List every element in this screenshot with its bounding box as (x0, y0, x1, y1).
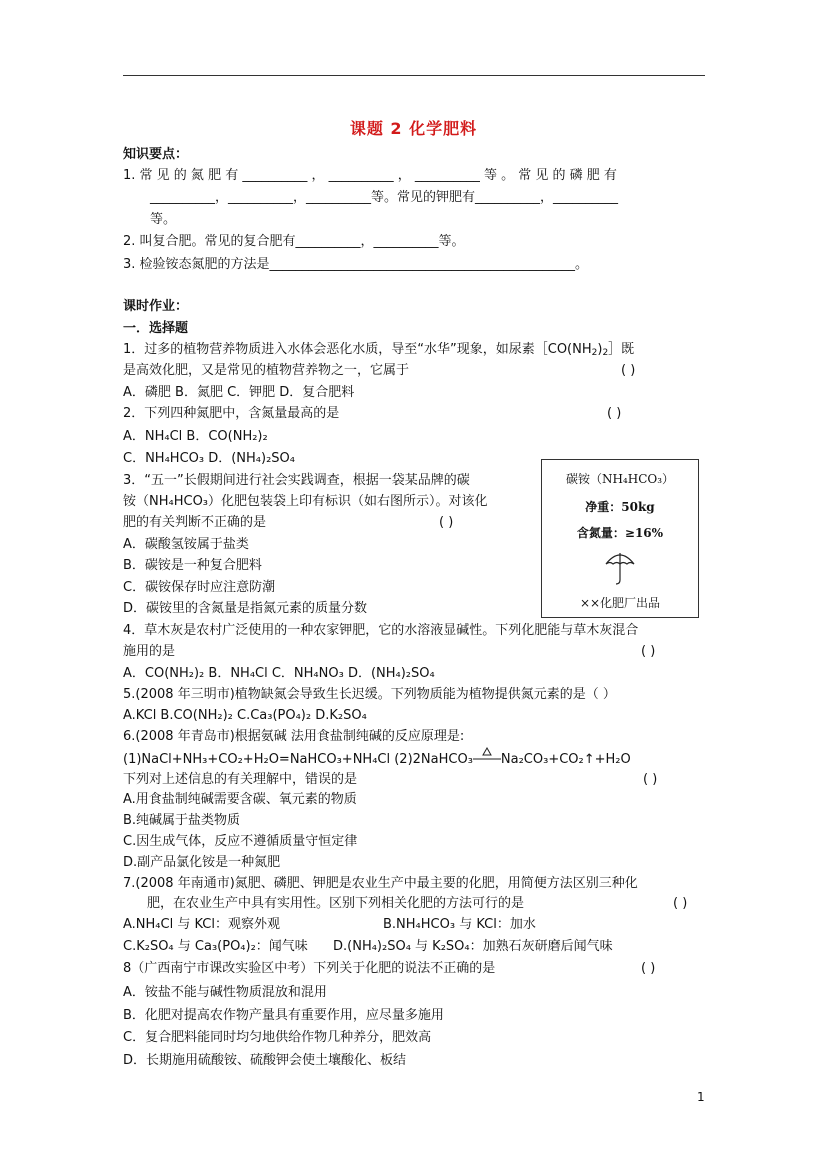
question-8-option-c: C．复合肥料能同时均匀地供给作物几种养分，肥效高 (123, 1030, 432, 1045)
label-net-weight: 净重：50kg (585, 500, 655, 514)
question-1-line1: 1．过多的植物营养物质进入水体会恶化水质，导至“水华”现象，如尿素$[CO(NH_2)_2]$既 (123, 342, 635, 358)
question-3-option-c: C．碳铵保存时应注意防潮 (123, 580, 276, 595)
question-6-option-c: C.因生成气体，反应不遵循质量守恒定律 (123, 834, 358, 849)
question-2: 2．下列四种氮肥中，含氮量最高的是 (123, 406, 340, 421)
answer-paren: ( ) (641, 644, 656, 659)
section-heading-choice: 一．选择题 (123, 321, 189, 336)
label-product-name: 碳铵（NH₄HCO₃） (565, 472, 675, 486)
heat-arrow-icon (473, 753, 501, 767)
answer-paren: ( ) (621, 363, 636, 378)
label-nitrogen-content: 含氮量：≥16% (576, 526, 664, 540)
question-5: 5.(2008 年三明市)植物缺氮会导致生长迟缓。下列物质能为植物提供氮元素的是（ ） (123, 687, 616, 702)
answer-paren: ( ) (643, 772, 658, 787)
question-7-option-b: B.NH₄HCO₃ 与 KCl：加水 (383, 917, 536, 932)
header-rule (123, 75, 705, 76)
knowledge-item-1: 1. 常 见 的 氮 肥 有 __________ ， __________ ， __________ 等 。 常 见 的 磷 肥 有 (123, 168, 617, 183)
question-1-options: A．磷肥 B．氮肥 C．钾肥 D．复合肥料 (123, 385, 355, 400)
question-8: 8（广西南宁市课改实验区中考）下列关于化肥的说法不正确的是 (123, 961, 496, 976)
question-8-option-d: D．长期施用硫酸铵、硫酸钾会使土壤酸化、板结 (123, 1053, 407, 1068)
knowledge-item-1-cont: __________，__________，__________等。常见的钾肥有__________，__________ (150, 190, 619, 205)
question-3-option-a: A．碳酸氢铵属于盐类 (123, 537, 249, 552)
question-7-line1: 7.(2008 年南通市)氮肥、磷肥、钾肥是农业生产中最主要的化肥，用简便方法区别三种化 (123, 876, 638, 891)
question-2-options-1: A．NH₄Cl B．CO(NH₂)₂ (123, 429, 268, 444)
question-5-options: A.KCl B.CO(NH₂)₂ C.Ca₃(PO₄)₂ D.K₂SO₄ (123, 708, 367, 723)
label-manufacturer: ××化肥厂出品 (579, 596, 661, 610)
answer-paren: ( ) (641, 961, 656, 976)
knowledge-item-2: 2. 叫复合肥。常见的复合肥有__________，__________等。 (123, 234, 465, 249)
question-6-option-d: D.副产品氯化铵是一种氮肥 (123, 855, 281, 870)
question-7-line2: 肥，在农业生产中具有实用性。区别下列相关化肥的方法可行的是 (147, 896, 525, 911)
question-6-equation: (1)NaCl+NH₃+CO₂+H₂O=NaHCO₃+NH₄Cl (2)2NaHCO₃ Na₂CO₃+CO₂↑+H₂O (123, 751, 631, 769)
question-4-line2: 施用的是 (123, 644, 176, 659)
question-6: 6.(2008 年青岛市)根据氨碱 法用食盐制纯碱的反应原理是: (123, 729, 465, 744)
umbrella-icon (604, 550, 636, 586)
question-6-prompt: 下列对上述信息的有关理解中，错误的是 (123, 772, 358, 787)
section-heading-knowledge: 知识要点： (123, 147, 189, 162)
question-4-options: A．CO(NH₂)₂ B．NH₄Cl C．NH₄NO₃ D．(NH₄)₂SO₄ (123, 666, 435, 681)
question-3-line1: 3．“五一”长假期间进行社会实践调查，根据一袋某品牌的碳 (123, 473, 470, 488)
question-7-option-c: C.K₂SO₄ 与 Ca₃(PO₄)₂：闻气味 (123, 939, 308, 954)
question-3-line3: 肥的有关判断不正确的是 (123, 515, 267, 530)
question-2-options-2: C．NH₄HCO₃ D．(NH₄)₂SO₄ (123, 451, 295, 466)
fertilizer-label-image (541, 459, 699, 618)
question-3-option-b: B．碳铵是一种复合肥料 (123, 558, 262, 573)
answer-paren: ( ) (673, 896, 688, 911)
question-6-option-a: A.用食盐制纯碱需要含碳、氧元素的物质 (123, 792, 357, 807)
knowledge-item-1-cont2: 等。 (150, 212, 177, 227)
page-number: 1 (697, 1090, 705, 1104)
question-7-option-a: A.NH₄Cl 与 KCl：观察外观 (123, 917, 280, 932)
knowledge-item-3: 3. 检验铵态氮肥的方法是_______________________________________________。 (123, 257, 589, 272)
question-6-option-b: B.纯碱属于盐类物质 (123, 813, 241, 828)
question-3-line2: 铵（NH₄HCO₃）化肥包装袋上印有标识（如右图所示）。对该化 (123, 494, 488, 509)
question-8-option-a: A．铵盐不能与碱性物质混放和混用 (123, 985, 327, 1000)
question-1-line2: 是高效化肥，又是常见的植物营养物之一，它属于 (123, 363, 410, 378)
section-heading-homework: 课时作业： (123, 299, 189, 314)
question-8-option-b: B．化肥对提高农作物产量具有重要作用，应尽量多施用 (123, 1008, 444, 1023)
answer-paren: ( ) (439, 515, 454, 530)
page-title: 课题 2 化学肥料 (349, 119, 478, 138)
question-3-option-d: D．碳铵里的含氮量是指氮元素的质量分数 (123, 601, 368, 616)
answer-paren: ( ) (607, 406, 622, 421)
question-7-option-d: D.(NH₄)₂SO₄ 与 K₂SO₄：加熟石灰研磨后闻气味 (333, 939, 613, 954)
question-4-line1: 4．草木灰是农村广泛使用的一种农家钾肥，它的水溶液显碱性。下列化肥能与草木灰混合 (123, 623, 639, 638)
